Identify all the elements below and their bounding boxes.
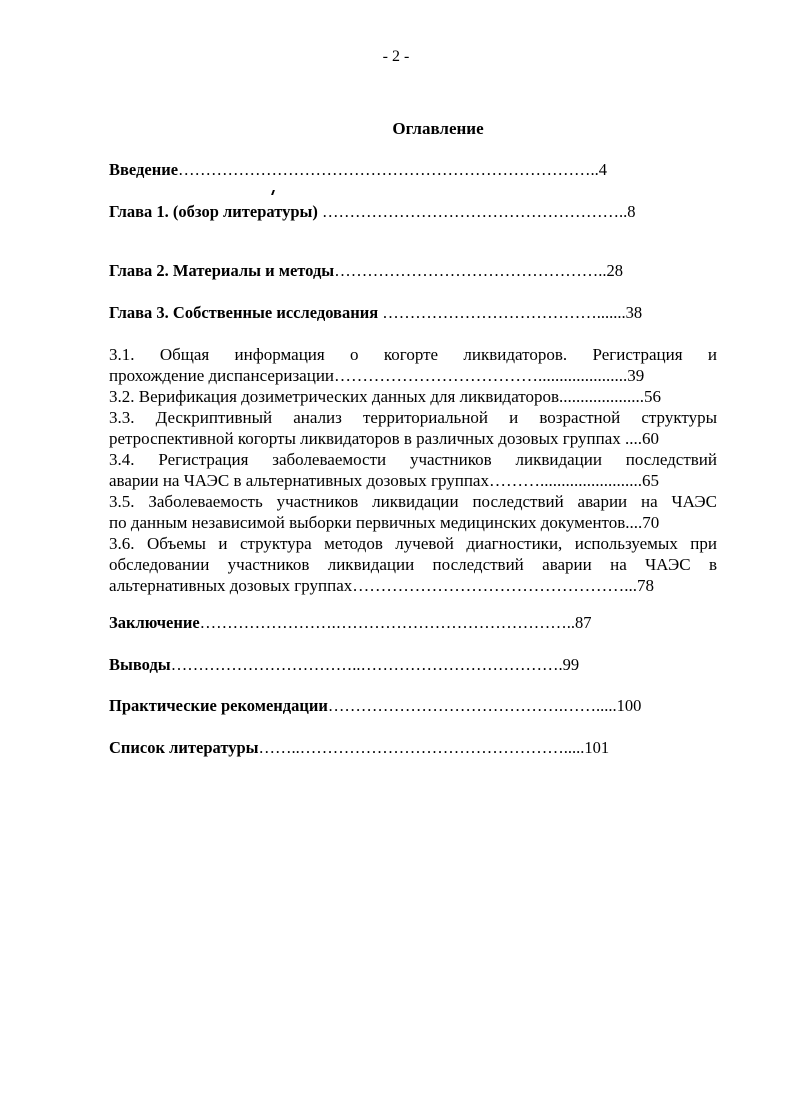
entry-page: 99 (562, 655, 580, 674)
page-number: - 2 - (382, 48, 410, 65)
toc-entry-chapter-2 (109, 261, 721, 281)
entry-leader: ………………………………………….. (334, 261, 607, 280)
entry-leader: …………………………………....... (378, 303, 626, 322)
toc-section-3-5-line-1: 3.5. Заболеваемость участников ликвидации последствий аварии на ЧАЭС (109, 492, 717, 511)
entry-leader: ……………………………………………….. (317, 202, 628, 221)
toc-title: Оглавление (392, 119, 484, 138)
toc-section-3-3-line-1: 3.3. Дескриптивный анализ территориальной и возрастной структуры (109, 408, 717, 427)
entry-label: Глава 3. Собственные исследования (109, 303, 379, 322)
entry-leader: ……………………………..………………………………. (170, 655, 563, 674)
toc-section-3-4-line-2: аварии на ЧАЭС в альтернативных дозовых группах………........................65 (109, 471, 659, 490)
entry-label: Глава 1. (обзор литературы) (109, 202, 318, 221)
entry-label: Выводы (109, 655, 171, 674)
toc-section-3-6-line-2: обследовании участников ликвидации последствий аварии на ЧАЭС в (109, 555, 717, 574)
entry-label: Заключение (109, 613, 200, 632)
entry-leader: ………………………………………………………………….. (178, 160, 599, 179)
toc-section-3-6-line-1: 3.6. Объемы и структура методов лучевой диагностики, используемых при (109, 534, 717, 553)
entry-label: Глава 2. Материалы и методы (109, 261, 335, 280)
entry-page: 28 (606, 261, 623, 280)
entry-page: 4 (598, 160, 608, 179)
toc-section-3-3-line-2: ретроспективной когорты ликвидаторов в различных дозовых группах ....60 (109, 429, 659, 448)
entry-leader: …………………………………….……..... (327, 696, 617, 715)
toc-section-3-6-line-3: альтернативных дозовых группах…………………………………………...78 (109, 576, 654, 595)
stray-mark (271, 190, 275, 195)
toc-section-3-2-line-1: 3.2. Верификация дозиметрических данных для ликвидаторов....................56 (109, 387, 662, 406)
toc-entry-findings (109, 655, 721, 675)
entry-page: 87 (575, 613, 592, 632)
toc-entry-references (109, 738, 721, 758)
entry-label: Практические рекомендации (109, 696, 328, 715)
toc-section-3-1-line-2: прохождение диспансеризации……………………………….....................39 (109, 366, 645, 385)
toc-entry-chapter-1 (109, 202, 721, 222)
entry-page: 38 (625, 303, 643, 322)
toc-section-3-5-line-2: по данным независимой выборки первичных медицинских документов....70 (109, 513, 660, 532)
entry-leader: …………………….…………………………………….. (199, 613, 576, 632)
entry-page: 8 (627, 202, 636, 221)
toc-section-3-4-line-1: 3.4. Регистрация заболеваемости участников ликвидации последствий (109, 450, 717, 469)
entry-page: 100 (616, 696, 642, 715)
toc-entry-recommendations (109, 696, 721, 716)
entry-label: Введение (109, 160, 179, 179)
toc-entry-introduction (109, 160, 721, 180)
entry-page: 101 (584, 738, 610, 757)
entry-leader: ……..…………………………………………..... (258, 738, 585, 757)
toc-entry-chapter-3 (109, 303, 721, 323)
entry-label: Список литературы (109, 738, 259, 757)
toc-section-3-1-line-1: 3.1. Общая информация о когорте ликвидаторов. Регистрация и (109, 345, 717, 364)
toc-entry-conclusion (109, 613, 721, 633)
